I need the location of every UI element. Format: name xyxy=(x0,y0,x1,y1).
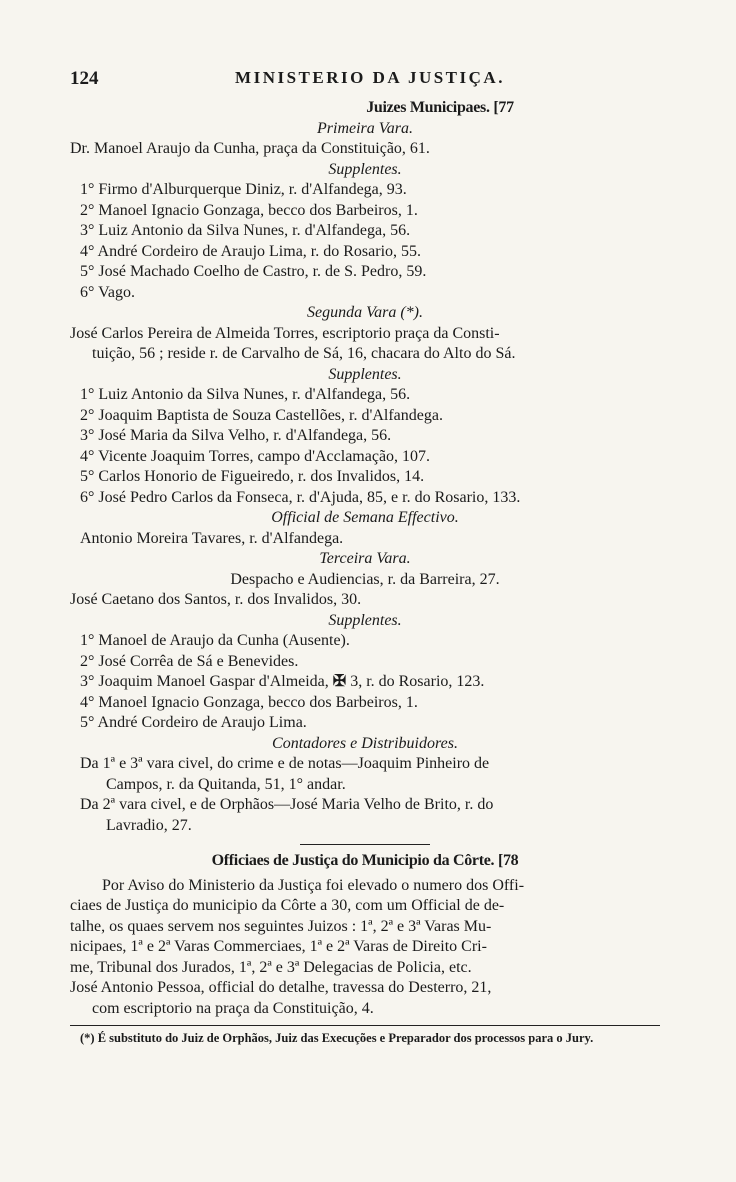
list-item: 2° Manoel Ignacio Gonzaga, becco dos Barbeiros, 1. xyxy=(80,201,418,219)
vara-heading-terceira: Terceira Vara. xyxy=(319,550,411,567)
official-de-semana: Antonio Moreira Tavares, r. d'Alfandega. xyxy=(80,529,344,547)
paragraph-line: talhe, os quaes servem nos seguintes Juizos : 1ª, 2ª e 3ª Varas Mu- xyxy=(70,917,492,935)
page-header xyxy=(70,68,670,94)
supplentes-heading-2: Supplentes. xyxy=(328,365,402,383)
despacho-line: Despacho e Audiencias, r. da Barreira, 27. xyxy=(230,570,500,588)
list-item: 5° André Cordeiro de Araujo Lima. xyxy=(80,714,307,731)
section-divider xyxy=(300,844,430,845)
list-item: 3° José Maria da Silva Velho, r. d'Alfandega, 56. xyxy=(80,427,392,444)
section-heading-juizes-municipaes: Juizes Municipaes. [77 xyxy=(366,99,514,116)
list-item: 1° Firmo d'Alburquerque Diniz, r. d'Alfandega, 93. xyxy=(80,181,407,198)
contador-entry-2-line1: Da 2ª vara civel, e de Orphãos—José Maria Velho de Brito, r. do xyxy=(80,796,494,813)
contador-entry-1-line2: Campos, r. da Quitanda, 51, 1° andar. xyxy=(106,775,346,793)
list-item: 3° Luiz Antonio da Silva Nunes, r. d'Alfandega, 56. xyxy=(80,222,411,239)
footnote: (*) É substituto do Juiz de Orphãos, Juiz das Execuções e Preparador dos processos para o Jury. xyxy=(80,1031,594,1045)
list-item-text: 3, r. do Rosario, 123. xyxy=(350,673,485,690)
official-de-semana-heading: Official de Semana Effectivo. xyxy=(271,509,459,526)
section-heading-officiaes: Officiaes de Justiça do Municipio da Côrte. [78 xyxy=(211,852,519,869)
judge-primeira-vara: Dr. Manoel Araujo da Cunha, praça da Constituição, 61. xyxy=(70,140,430,157)
footnote-rule xyxy=(70,1025,660,1026)
list-item: 6° José Pedro Carlos da Fonseca, r. d'Ajuda, 85, e r. do Rosario, 133. xyxy=(80,488,521,506)
list-item-text: 3° Joaquim Manoel Gaspar d'Almeida, xyxy=(80,673,329,690)
paragraph-line: José Antonio Pessoa, official do detalhe, travessa do Desterro, 21, xyxy=(70,979,492,996)
list-item: 4° Manoel Ignacio Gonzaga, becco dos Barbeiros, 1. xyxy=(80,693,418,711)
judge-segunda-vara-line2: tuição, 56 ; reside r. de Carvalho de Sá, 16, chacara do Alto do Sá. xyxy=(92,345,516,362)
cross-of-order-icon: ✠ xyxy=(332,673,347,690)
contador-entry-2-line2: Lavradio, 27. xyxy=(106,816,192,834)
page-body xyxy=(70,98,660,1046)
list-item: 6° Vago. xyxy=(80,283,135,301)
list-item: 1° Manoel de Araujo da Cunha (Ausente). xyxy=(80,632,350,649)
list-item: 4° Vicente Joaquim Torres, campo d'Acclamação, 107. xyxy=(80,447,431,465)
vara-heading-segunda: Segunda Vara (*). xyxy=(307,304,423,321)
supplentes-heading-3: Supplentes. xyxy=(328,611,402,629)
page-title: MINISTERIO DA JUSTIÇA. xyxy=(235,68,505,87)
list-item: 2° Joaquim Baptista de Souza Castellões, r. d'Alfandega. xyxy=(80,406,443,424)
list-item: 2° José Corrêa de Sá e Benevides. xyxy=(80,652,299,670)
paragraph-line: ciaes de Justiça do municipio da Côrte a 30, com um Official de de- xyxy=(70,897,505,914)
vara-heading-primeira: Primeira Vara. xyxy=(317,119,413,137)
page-number: 124 xyxy=(70,68,99,89)
list-item: 1° Luiz Antonio da Silva Nunes, r. d'Alfandega, 56. xyxy=(80,386,411,403)
list-item: 5° Carlos Honorio de Figueiredo, r. dos Invalidos, 14. xyxy=(80,468,425,485)
contadores-heading: Contadores e Distribuidores. xyxy=(272,734,458,752)
paragraph-line: nicipaes, 1ª e 2ª Varas Commerciaes, 1ª e 2ª Varas de Direito Cri- xyxy=(70,938,487,955)
contador-entry-1-line1: Da 1ª e 3ª vara civel, do crime e de notas—Joaquim Pinheiro de xyxy=(80,755,490,772)
supplentes-heading-1: Supplentes. xyxy=(328,160,402,178)
list-item xyxy=(70,672,660,693)
judge-terceira-vara: José Caetano dos Santos, r. dos Invalidos, 30. xyxy=(70,591,362,608)
paragraph-line: Por Aviso do Ministerio da Justiça foi elevado o numero dos Offi- xyxy=(102,876,525,894)
list-item: 4° André Cordeiro de Araujo Lima, r. do Rosario, 55. xyxy=(80,242,422,260)
judge-segunda-vara-line1: José Carlos Pereira de Almeida Torres, escriptorio praça da Consti- xyxy=(70,324,500,342)
list-item: 5° José Machado Coelho de Castro, r. de S. Pedro, 59. xyxy=(80,263,427,280)
paragraph-line: com escriptorio na praça da Constituição, 4. xyxy=(92,999,374,1017)
paragraph-line: me, Tribunal dos Jurados, 1ª, 2ª e 3ª Delegacias de Policia, etc. xyxy=(70,958,472,976)
